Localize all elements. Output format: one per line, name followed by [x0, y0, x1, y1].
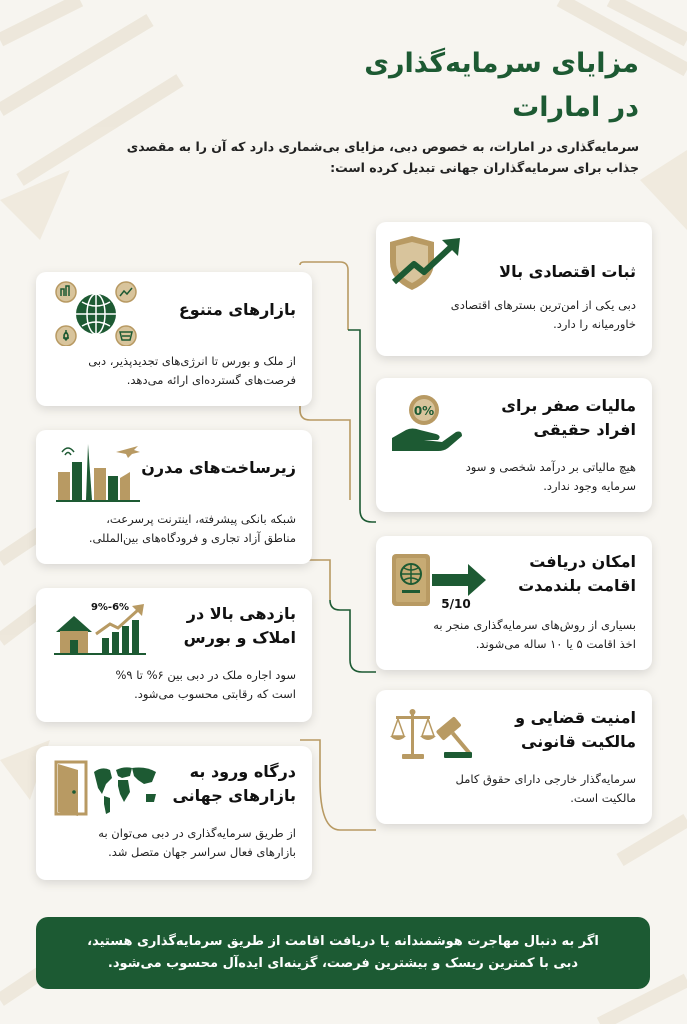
card-modern-infrastructure — [36, 430, 312, 564]
card-description: از ملک و بورس تا انرژی‌های تجدیدپذیر، دبی فرصت‌های گسترده‌ای ارائه می‌دهد. — [88, 354, 296, 387]
passport-icon — [390, 550, 490, 610]
card-title: بازدهی بالا در املاک و بورس — [183, 604, 296, 647]
card-description: شبکه بانکی پیشرفته، اینترنت پرسرعت، مناطق آزاد تجاری و فرودگاه‌های بین‌المللی. — [88, 512, 296, 545]
intro-line-2: جذاب برای سرمایه‌گذاران جهانی تبدیل کرده است: — [330, 160, 639, 175]
card-economic-stability — [376, 222, 652, 356]
intro-text — [69, 136, 639, 178]
banner-line-1: اگر به دنبال مهاجرت هوشمندانه یا دریافت اقامت از طریق سرمایه‌گذاری هستید، — [87, 934, 599, 949]
card-description: از طریق سرمایه‌گذاری در دبی می‌توان به بازارهای فعال سراسر جهان متصل شد. — [98, 826, 296, 859]
banner-line-2: دبی با کمترین ریسک و بیشترین فرصت، گزینه‌ای ایده‌آل محسوب می‌شود. — [107, 956, 579, 971]
door-world-map-icon — [52, 758, 162, 818]
card-global-gateway — [36, 746, 312, 880]
card-title: مالیات صفر برای افراد حقیقی — [501, 396, 636, 439]
zero-percent-label: 0% — [413, 404, 435, 418]
card-high-returns — [36, 588, 312, 722]
residency-years-label: 5/10 — [441, 597, 471, 610]
title-line-2: در امارات — [512, 92, 639, 123]
card-diverse-markets — [36, 272, 312, 406]
scales-gavel-icon — [388, 706, 478, 762]
return-range-label: 6%-9% — [90, 602, 130, 613]
card-title: درگاه ورود به بازارهای جهانی — [172, 762, 296, 805]
card-description: سرمایه‌گذار خارجی دارای حقوق کامل مالکیت است. — [455, 772, 636, 805]
card-zero-tax — [376, 378, 652, 512]
card-long-term-residency — [376, 536, 652, 670]
card-title: بازارهای متنوع — [178, 300, 296, 319]
card-description: بسیاری از روش‌های سرمایه‌گذاری منجر به اخذ اقامت ۵ یا ۱۰ ساله می‌شوند. — [433, 618, 636, 651]
card-legal-security — [376, 690, 652, 824]
card-description: دبی یکی از امن‌ترین بسترهای اقتصادی خاورمیانه را دارد. — [450, 298, 636, 331]
city-skyline-icon — [54, 438, 142, 502]
zero-percent-hand-icon — [390, 394, 466, 454]
intro-line-1: سرمایه‌گذاری در امارات، به خصوص دبی، مزایای بی‌شماری دارد که آن را به مقصدی — [126, 139, 639, 154]
shield-growth-icon — [390, 232, 470, 294]
globe-markets-icon — [54, 280, 138, 346]
card-title: امکان دریافت اقامت بلندمدت — [518, 552, 636, 595]
card-description: هیچ مالیاتی بر درآمد شخصی و سود سرمایه وجود ندارد. — [465, 460, 636, 493]
card-title: امنیت قضایی و مالکیت قانونی — [515, 708, 636, 751]
card-title: ثبات اقتصادی بالا — [499, 262, 636, 281]
card-title: زیرساخت‌های مدرن — [141, 458, 296, 477]
house-growth-icon — [52, 598, 148, 658]
card-description: سود اجاره ملک در دبی بین ۶% تا ۹% است که رقابتی محسوب می‌شود. — [115, 668, 296, 701]
conclusion-banner — [36, 917, 650, 989]
page-title — [219, 42, 639, 130]
title-line-1: مزایای سرمایه‌گذاری — [364, 48, 639, 79]
